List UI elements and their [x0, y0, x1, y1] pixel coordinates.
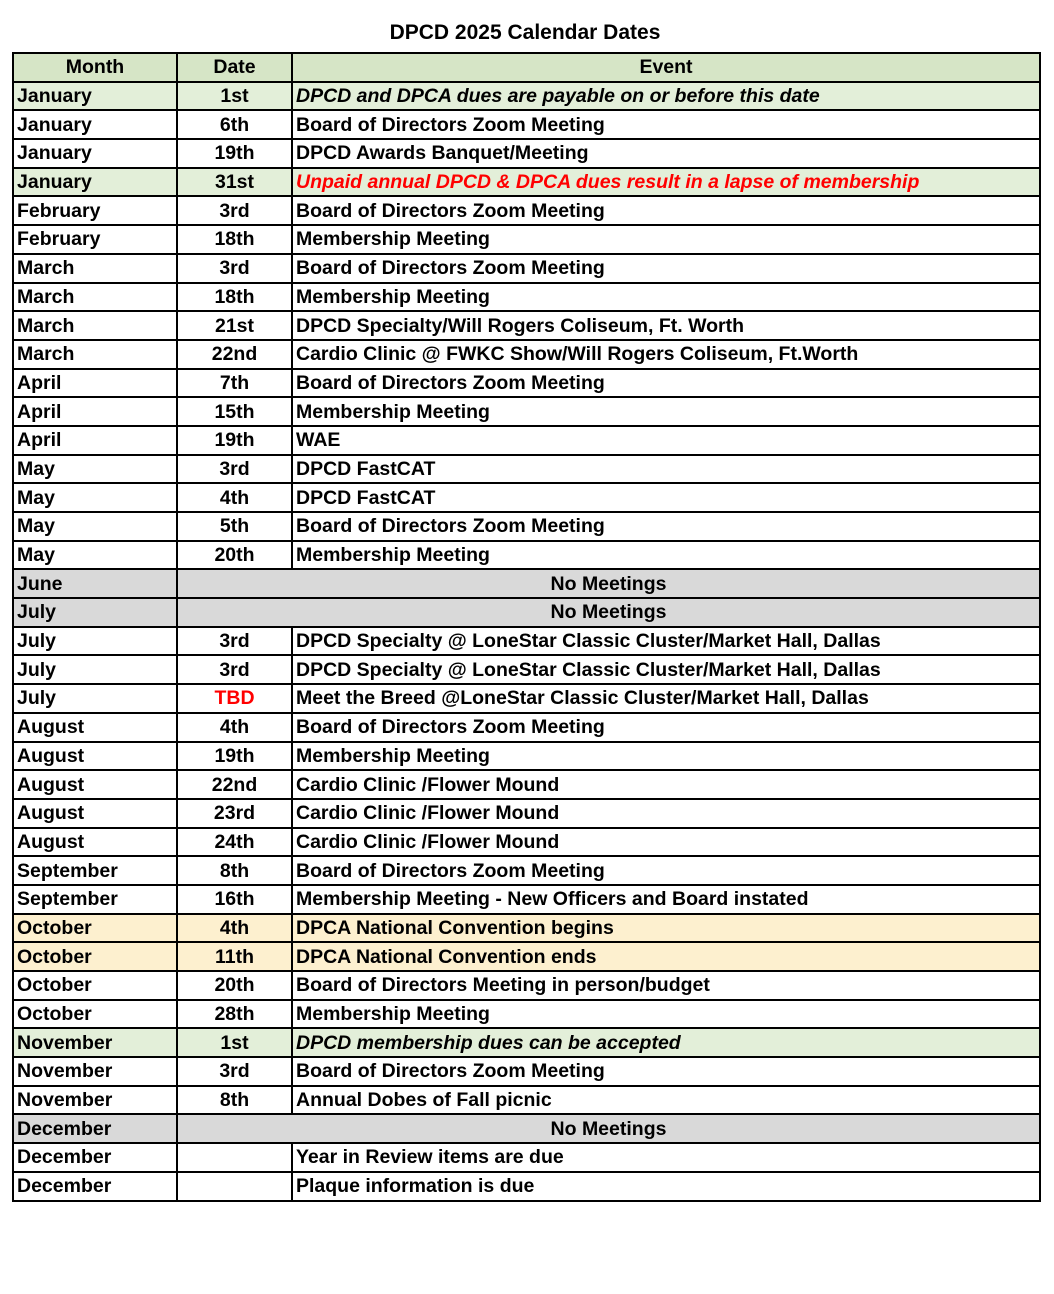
- cell-month: April: [13, 397, 177, 426]
- cell-event: DPCA National Convention begins: [292, 914, 1040, 943]
- cell-event: Unpaid annual DPCD & DPCA dues result in a lapse of membership: [292, 168, 1040, 197]
- cell-month: March: [13, 254, 177, 283]
- cell-event: Membership Meeting: [292, 742, 1040, 771]
- cell-no-meetings: No Meetings: [177, 598, 1040, 627]
- cell-month: May: [13, 541, 177, 570]
- page-title: DPCD 2025 Calendar Dates: [389, 21, 661, 44]
- cell-month: August: [13, 799, 177, 828]
- table-row: [13, 627, 1040, 656]
- cell-month: October: [13, 914, 177, 943]
- cell-month: March: [13, 340, 177, 369]
- table-row: [13, 196, 1040, 225]
- cell-month: April: [13, 426, 177, 455]
- table-row: [13, 770, 1040, 799]
- cell-event: Cardio Clinic @ FWKC Show/Will Rogers Coliseum, Ft.Worth: [292, 340, 1040, 369]
- cell-event: Board of Directors Zoom Meeting: [292, 369, 1040, 398]
- table-row: [13, 799, 1040, 828]
- table-row: [13, 110, 1040, 139]
- cell-event: Year in Review items are due: [292, 1143, 1040, 1172]
- cell-event: Membership Meeting: [292, 397, 1040, 426]
- table-row: [13, 340, 1040, 369]
- cell-date: 22nd: [177, 770, 292, 799]
- cell-event: Membership Meeting: [292, 283, 1040, 312]
- table-row: [13, 397, 1040, 426]
- cell-month: November: [13, 1086, 177, 1115]
- cell-month: July: [13, 684, 177, 713]
- table-row: [13, 971, 1040, 1000]
- cell-month: January: [13, 82, 177, 111]
- table-header-row: [13, 53, 1040, 82]
- cell-date: 21st: [177, 311, 292, 340]
- table-row: [13, 684, 1040, 713]
- table-row: [13, 541, 1040, 570]
- calendar-body: [13, 82, 1040, 1201]
- table-row: [13, 885, 1040, 914]
- cell-date: 3rd: [177, 196, 292, 225]
- cell-event: Membership Meeting: [292, 1000, 1040, 1029]
- table-row: [13, 914, 1040, 943]
- cell-month: November: [13, 1028, 177, 1057]
- cell-event: DPCD FastCAT: [292, 455, 1040, 484]
- cell-date: 5th: [177, 512, 292, 541]
- cell-date: 1st: [177, 1028, 292, 1057]
- cell-event: DPCD Specialty @ LoneStar Classic Cluster/Market Hall, Dallas: [292, 627, 1040, 656]
- cell-event: Plaque information is due: [292, 1172, 1040, 1201]
- table-row: [13, 369, 1040, 398]
- cell-date: 19th: [177, 139, 292, 168]
- cell-month: March: [13, 311, 177, 340]
- cell-event: DPCD Awards Banquet/Meeting: [292, 139, 1040, 168]
- table-row: [13, 713, 1040, 742]
- table-row: [13, 598, 1040, 627]
- cell-date: 8th: [177, 1086, 292, 1115]
- table-row: [13, 942, 1040, 971]
- table-row: [13, 1028, 1040, 1057]
- cell-date: 23rd: [177, 799, 292, 828]
- table-row: [13, 483, 1040, 512]
- table-row: [13, 455, 1040, 484]
- cell-month: August: [13, 770, 177, 799]
- cell-event: Cardio Clinic /Flower Mound: [292, 770, 1040, 799]
- cell-event: Meet the Breed @LoneStar Classic Cluster/Market Hall, Dallas: [292, 684, 1040, 713]
- cell-date: 3rd: [177, 455, 292, 484]
- cell-date: 8th: [177, 856, 292, 885]
- cell-month: October: [13, 1000, 177, 1029]
- cell-date: [177, 1172, 292, 1201]
- cell-date: 24th: [177, 828, 292, 857]
- cell-month: July: [13, 598, 177, 627]
- table-row: [13, 569, 1040, 598]
- table-row: [13, 139, 1040, 168]
- table-row: [13, 311, 1040, 340]
- table-row: [13, 1143, 1040, 1172]
- cell-date: 3rd: [177, 254, 292, 283]
- cell-month: August: [13, 713, 177, 742]
- cell-event: DPCD and DPCA dues are payable on or before this date: [292, 82, 1040, 111]
- cell-no-meetings: No Meetings: [177, 1114, 1040, 1143]
- cell-date: 31st: [177, 168, 292, 197]
- table-row: [13, 283, 1040, 312]
- table-row: [13, 828, 1040, 857]
- cell-event: Membership Meeting: [292, 225, 1040, 254]
- table-row: [13, 225, 1040, 254]
- cell-event: Board of Directors Zoom Meeting: [292, 1057, 1040, 1086]
- cell-event: Board of Directors Zoom Meeting: [292, 856, 1040, 885]
- cell-event: Board of Directors Zoom Meeting: [292, 110, 1040, 139]
- cell-event: Membership Meeting - New Officers and Board instated: [292, 885, 1040, 914]
- cell-event: DPCA National Convention ends: [292, 942, 1040, 971]
- table-row: [13, 1172, 1040, 1201]
- cell-date: 18th: [177, 283, 292, 312]
- table-row: [13, 1057, 1040, 1086]
- cell-date: 4th: [177, 483, 292, 512]
- cell-event: Board of Directors Zoom Meeting: [292, 196, 1040, 225]
- cell-event: Board of Directors Zoom Meeting: [292, 713, 1040, 742]
- cell-month: August: [13, 742, 177, 771]
- cell-month: January: [13, 168, 177, 197]
- cell-date: 6th: [177, 110, 292, 139]
- cell-month: December: [13, 1114, 177, 1143]
- cell-event: Cardio Clinic /Flower Mound: [292, 799, 1040, 828]
- cell-date: 18th: [177, 225, 292, 254]
- table-row: [13, 512, 1040, 541]
- cell-no-meetings: No Meetings: [177, 569, 1040, 598]
- cell-date: 11th: [177, 942, 292, 971]
- table-row: [13, 168, 1040, 197]
- column-header-event: Event: [292, 53, 1040, 82]
- cell-month: February: [13, 225, 177, 254]
- cell-date: [177, 1143, 292, 1172]
- cell-date: TBD: [177, 684, 292, 713]
- table-row: [13, 426, 1040, 455]
- cell-event: DPCD FastCAT: [292, 483, 1040, 512]
- cell-month: May: [13, 455, 177, 484]
- cell-event: Membership Meeting: [292, 541, 1040, 570]
- cell-month: January: [13, 110, 177, 139]
- cell-month: December: [13, 1143, 177, 1172]
- cell-month: March: [13, 283, 177, 312]
- cell-month: September: [13, 885, 177, 914]
- table-row: [13, 1000, 1040, 1029]
- cell-event: WAE: [292, 426, 1040, 455]
- cell-date: 28th: [177, 1000, 292, 1029]
- cell-event: Board of Directors Zoom Meeting: [292, 254, 1040, 283]
- cell-date: 16th: [177, 885, 292, 914]
- cell-month: July: [13, 655, 177, 684]
- column-header-date: Date: [177, 53, 292, 82]
- cell-month: September: [13, 856, 177, 885]
- calendar-table: [12, 52, 1041, 1202]
- cell-date: 3rd: [177, 627, 292, 656]
- cell-event: Annual Dobes of Fall picnic: [292, 1086, 1040, 1115]
- cell-date: 20th: [177, 541, 292, 570]
- cell-date: 3rd: [177, 1057, 292, 1086]
- cell-month: December: [13, 1172, 177, 1201]
- cell-month: October: [13, 942, 177, 971]
- cell-month: February: [13, 196, 177, 225]
- cell-month: October: [13, 971, 177, 1000]
- column-header-month: Month: [13, 53, 177, 82]
- table-row: [13, 655, 1040, 684]
- cell-month: January: [13, 139, 177, 168]
- cell-event: Board of Directors Zoom Meeting: [292, 512, 1040, 541]
- table-row: [13, 1086, 1040, 1115]
- cell-date: 19th: [177, 742, 292, 771]
- cell-event: DPCD Specialty/Will Rogers Coliseum, Ft. Worth: [292, 311, 1040, 340]
- cell-event: DPCD Specialty @ LoneStar Classic Cluster/Market Hall, Dallas: [292, 655, 1040, 684]
- cell-date: 4th: [177, 914, 292, 943]
- cell-month: April: [13, 369, 177, 398]
- cell-month: May: [13, 483, 177, 512]
- cell-date: 20th: [177, 971, 292, 1000]
- cell-month: June: [13, 569, 177, 598]
- cell-date: 3rd: [177, 655, 292, 684]
- cell-month: August: [13, 828, 177, 857]
- cell-date: 7th: [177, 369, 292, 398]
- cell-month: July: [13, 627, 177, 656]
- cell-date: 19th: [177, 426, 292, 455]
- table-row: [13, 742, 1040, 771]
- cell-date: 15th: [177, 397, 292, 426]
- cell-date: 1st: [177, 82, 292, 111]
- table-row: [13, 856, 1040, 885]
- cell-event: Board of Directors Meeting in person/budget: [292, 971, 1040, 1000]
- cell-event: Cardio Clinic /Flower Mound: [292, 828, 1040, 857]
- cell-month: May: [13, 512, 177, 541]
- cell-event: DPCD membership dues can be accepted: [292, 1028, 1040, 1057]
- table-row: [13, 82, 1040, 111]
- table-row: [13, 254, 1040, 283]
- cell-month: November: [13, 1057, 177, 1086]
- cell-date: 22nd: [177, 340, 292, 369]
- cell-date: 4th: [177, 713, 292, 742]
- table-row: [13, 1114, 1040, 1143]
